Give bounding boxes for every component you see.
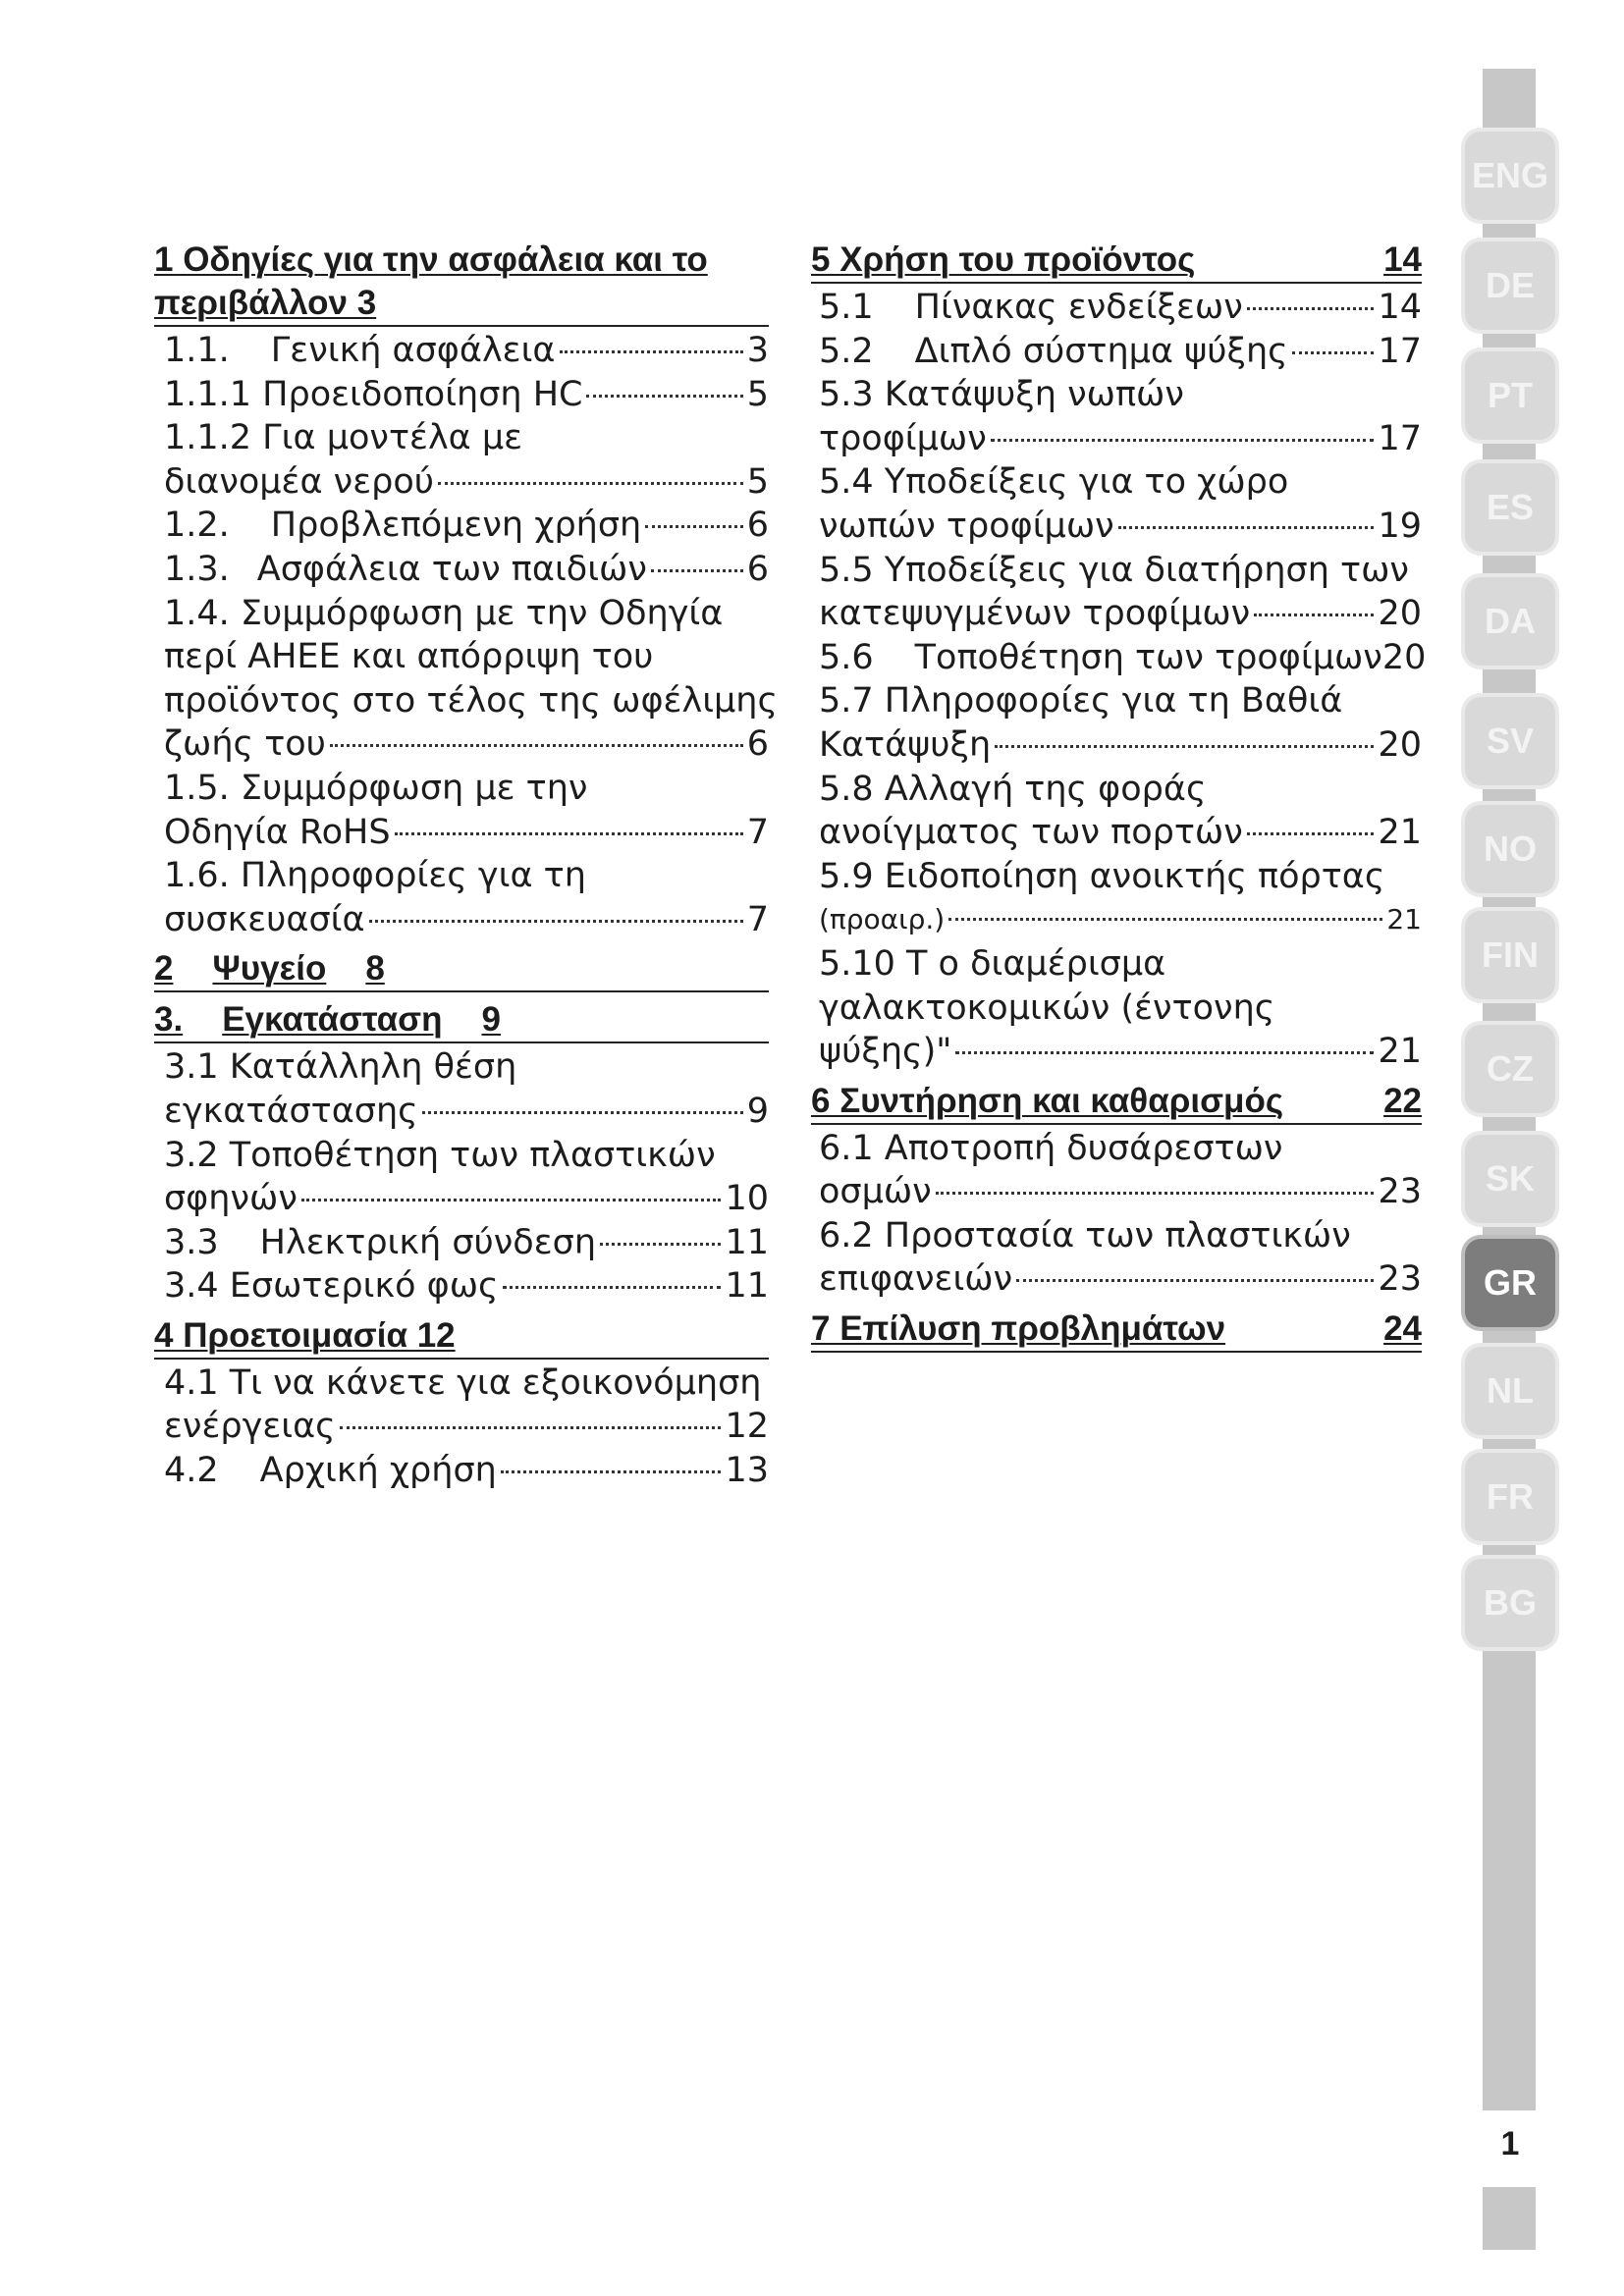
toc-entry-5-9[interactable] bbox=[811, 855, 1422, 942]
section-title: περιβάλλον 3 bbox=[154, 284, 377, 322]
language-tab-cz[interactable]: CZ bbox=[1465, 1025, 1555, 1113]
entry-text: 1.4. Συμμόρφωση με την Οδηγία bbox=[164, 593, 724, 633]
toc-entry-3-3[interactable] bbox=[154, 1221, 769, 1265]
section-number: 2 bbox=[154, 949, 174, 988]
entry-text: νωπών τροφίμων bbox=[819, 506, 1114, 546]
entry-page: 21 bbox=[1386, 903, 1422, 936]
language-tab-es[interactable]: ES bbox=[1465, 463, 1555, 552]
toc-section-2[interactable] bbox=[154, 947, 769, 992]
toc-section-7[interactable] bbox=[811, 1308, 1422, 1353]
toc-entry-4-1[interactable] bbox=[154, 1362, 769, 1449]
entry-page: 10 bbox=[725, 1179, 769, 1219]
toc-entry-5-8[interactable] bbox=[811, 768, 1422, 855]
entry-number: 5.2 bbox=[819, 331, 874, 371]
entry-page: 21 bbox=[1378, 1032, 1422, 1072]
entry-number: 5.1 bbox=[819, 288, 874, 327]
entry-text: επιφανειών bbox=[819, 1259, 1013, 1300]
toc-entry-6-1[interactable] bbox=[811, 1127, 1422, 1214]
entry-text: περί ΑΗΕΕ και απόρριψη του bbox=[164, 637, 654, 677]
entry-text: διανομέα νερού bbox=[164, 461, 435, 502]
section-page: 8 bbox=[365, 949, 385, 988]
entry-text: Οδηγία RoHS bbox=[164, 812, 391, 852]
toc-section-5[interactable] bbox=[811, 239, 1422, 284]
section-title: 4 Προετοιμασία 12 bbox=[154, 1315, 456, 1355]
entry-text: ανοίγματος των πορτών bbox=[819, 813, 1243, 853]
entry-page: 12 bbox=[725, 1407, 769, 1447]
entry-page: 23 bbox=[1378, 1172, 1422, 1212]
entry-number: 3.3 bbox=[164, 1222, 219, 1262]
entry-page: 20 bbox=[1378, 594, 1422, 634]
toc-entry-6-2[interactable] bbox=[811, 1214, 1422, 1302]
entry-page: 11 bbox=[725, 1222, 769, 1262]
entry-text: (προαιρ.) bbox=[819, 903, 946, 936]
language-tab-sv[interactable]: SV bbox=[1465, 697, 1555, 785]
entry-text: τροφίμων bbox=[819, 418, 987, 458]
entry-page: 20 bbox=[1381, 637, 1427, 677]
entry-text: Ηλεκτρική σύνδεση bbox=[259, 1222, 596, 1262]
sidebar-footer-block bbox=[1483, 2187, 1536, 2250]
language-tab-nl[interactable]: NL bbox=[1465, 1347, 1555, 1435]
toc-entry-1-4[interactable] bbox=[154, 592, 779, 767]
entry-text: γαλακτοκομικών (έντονης bbox=[819, 988, 1275, 1028]
entry-page: 19 bbox=[1378, 506, 1422, 546]
toc-entry-3-4[interactable] bbox=[154, 1264, 769, 1308]
entry-text: 5.9 Ειδοποίηση ανοικτής πόρτας bbox=[819, 856, 1385, 896]
entry-text: Τοποθέτηση των τροφίμων bbox=[914, 637, 1382, 677]
language-tab-no[interactable]: NO bbox=[1465, 805, 1555, 893]
entry-text: Κατάψυξη bbox=[819, 724, 992, 765]
section-page: 24 bbox=[1383, 1309, 1422, 1349]
toc-entry-5-5[interactable] bbox=[811, 549, 1422, 636]
entry-page: 7 bbox=[746, 899, 769, 939]
toc-section-3[interactable] bbox=[154, 998, 769, 1043]
toc-entry-1-5[interactable] bbox=[154, 767, 769, 854]
toc-entry-5-1[interactable] bbox=[811, 286, 1422, 330]
section-page: 9 bbox=[481, 1000, 501, 1040]
toc-section-1[interactable] bbox=[154, 239, 769, 327]
entry-page: 7 bbox=[746, 812, 769, 852]
toc-entry-5-3[interactable] bbox=[811, 373, 1422, 460]
toc-entry-1-6[interactable] bbox=[154, 854, 769, 941]
entry-text: 4.1 Τι να κάνετε για εξοικονόμηση bbox=[164, 1362, 762, 1403]
entry-page: 5 bbox=[746, 374, 769, 414]
entry-text: ενέργειας bbox=[164, 1407, 336, 1447]
language-tab-gr[interactable]: GR bbox=[1465, 1239, 1555, 1327]
toc-entry-3-1[interactable] bbox=[154, 1045, 769, 1133]
toc-entry-1-3[interactable] bbox=[154, 548, 769, 592]
section-page: 14 bbox=[1383, 240, 1422, 279]
toc-entry-3-2[interactable] bbox=[154, 1134, 769, 1221]
section-title: Ψυγείο bbox=[212, 949, 327, 988]
entry-page: 17 bbox=[1378, 331, 1422, 371]
section-title: 6 Συντήρηση και καθαρισμός bbox=[811, 1081, 1284, 1120]
section-title: 5 Χρήση του προϊόντος bbox=[811, 240, 1196, 279]
toc-entry-5-6[interactable] bbox=[811, 636, 1427, 680]
toc-right-column bbox=[811, 239, 1427, 1355]
section-page: 22 bbox=[1383, 1081, 1422, 1120]
entry-number: 1.2. bbox=[164, 506, 230, 546]
entry-page: 21 bbox=[1378, 813, 1422, 853]
entry-text: 5.3 Κατάψυξη νωπών bbox=[819, 375, 1184, 415]
entry-number: 1.3. bbox=[164, 549, 230, 589]
entry-text: 5.7 Πληροφορίες για τη Βαθιά bbox=[819, 681, 1343, 721]
entry-page: 13 bbox=[725, 1451, 769, 1491]
section-title: 7 Επίλυση προβλημάτων bbox=[811, 1309, 1226, 1349]
entry-text: Ασφάλεια των παιδιών bbox=[256, 549, 647, 589]
language-tab-eng[interactable]: ENG bbox=[1465, 132, 1555, 220]
toc-section-6[interactable] bbox=[811, 1080, 1422, 1125]
entry-text: οσμών bbox=[819, 1172, 932, 1212]
toc-entry-5-7[interactable] bbox=[811, 679, 1422, 767]
entry-page: 17 bbox=[1378, 418, 1422, 458]
toc-entry-5-4[interactable] bbox=[811, 460, 1422, 548]
entry-page: 11 bbox=[725, 1266, 769, 1307]
entry-text: 6.1 Αποτροπή δυσάρεστων bbox=[819, 1128, 1283, 1168]
language-tab-pt[interactable]: PT bbox=[1465, 351, 1555, 440]
entry-text: 1.6. Πληροφορίες για τη bbox=[164, 856, 586, 896]
entry-text: προϊόντος στο τέλος της ωφέλιμης bbox=[164, 680, 779, 721]
entry-text: συσκευασία bbox=[164, 899, 365, 939]
entry-page: 6 bbox=[746, 549, 769, 589]
entry-text: κατεψυγμένων τροφίμων bbox=[819, 594, 1251, 634]
entry-text: 6.2 Προστασία των πλαστικών bbox=[819, 1215, 1351, 1255]
language-tab-da[interactable]: DA bbox=[1465, 577, 1555, 666]
entry-text: Πίνακας ενδείξεων bbox=[914, 288, 1243, 327]
section-title: Εγκατάσταση bbox=[222, 1000, 443, 1040]
toc-entry-1-1-2[interactable] bbox=[154, 416, 769, 504]
entry-number: 5.6 bbox=[819, 637, 874, 677]
entry-text: Διπλό σύστημα ψύξης bbox=[914, 331, 1288, 371]
entry-page: 6 bbox=[746, 724, 769, 765]
entry-text: 3.1 Κατάλληλη θέση bbox=[164, 1047, 517, 1088]
entry-text: 1.1.1 Προειδοποίηση HC bbox=[164, 374, 583, 414]
entry-page: 14 bbox=[1378, 288, 1422, 327]
entry-text: 3.2 Τοποθέτηση των πλαστικών bbox=[164, 1135, 716, 1175]
entry-text: 3.4 Εσωτερικό φως bbox=[164, 1266, 499, 1307]
entry-number: 1.1. bbox=[164, 331, 230, 370]
entry-text: Γενική ασφάλεια bbox=[270, 331, 556, 370]
page-number: 1 bbox=[1500, 2125, 1520, 2163]
entry-text: 5.10 Τ ο διαμέρισμα bbox=[819, 943, 1166, 984]
toc-left-column bbox=[154, 239, 779, 1493]
entry-text: Προβλεπόμενη χρήση bbox=[270, 506, 642, 546]
toc-entry-1-1-1[interactable] bbox=[154, 373, 769, 417]
language-tab-bg[interactable]: BG bbox=[1465, 1559, 1555, 1647]
entry-text: ζωής του bbox=[164, 724, 326, 765]
language-tab-de[interactable]: DE bbox=[1465, 241, 1555, 330]
entry-text: Αρχική χρήση bbox=[259, 1451, 497, 1491]
toc-entry-5-10[interactable] bbox=[811, 942, 1422, 1074]
entry-text: 5.8 Αλλαγή της φοράς bbox=[819, 769, 1207, 809]
language-tab-fr[interactable]: FR bbox=[1465, 1453, 1555, 1541]
entry-page: 3 bbox=[746, 331, 769, 370]
toc-entry-4-2[interactable] bbox=[154, 1449, 769, 1493]
entry-page: 23 bbox=[1378, 1259, 1422, 1300]
toc-entry-5-2[interactable] bbox=[811, 330, 1422, 374]
entry-page: 20 bbox=[1378, 724, 1422, 765]
entry-text: σφηνών bbox=[164, 1179, 298, 1219]
entry-text: 1.5. Συμμόρφωση με την bbox=[164, 768, 588, 808]
section-title: 1 Οδηγίες για την ασφάλεια και το bbox=[154, 240, 708, 279]
entry-number: 4.2 bbox=[164, 1451, 219, 1491]
toc-entry-1-1[interactable] bbox=[154, 329, 769, 373]
entry-text: 1.1.2 Για μοντέλα με bbox=[164, 418, 523, 458]
entry-text: 5.5 Υποδείξεις για διατήρηση των bbox=[819, 550, 1409, 590]
toc-section-4[interactable] bbox=[154, 1314, 769, 1360]
entry-page: 9 bbox=[746, 1091, 769, 1131]
entry-page: 6 bbox=[746, 506, 769, 546]
language-tab-sk[interactable]: SK bbox=[1465, 1135, 1555, 1223]
section-number: 3. bbox=[154, 1000, 184, 1040]
entry-text: ψύξης)" bbox=[819, 1032, 952, 1072]
entry-page: 5 bbox=[746, 461, 769, 502]
language-tab-fin[interactable]: FIN bbox=[1465, 911, 1555, 999]
entry-text: 5.4 Υποδείξεις για το χώρο bbox=[819, 462, 1289, 503]
toc-entry-1-2[interactable] bbox=[154, 504, 769, 548]
entry-text: εγκατάστασης bbox=[164, 1091, 418, 1131]
